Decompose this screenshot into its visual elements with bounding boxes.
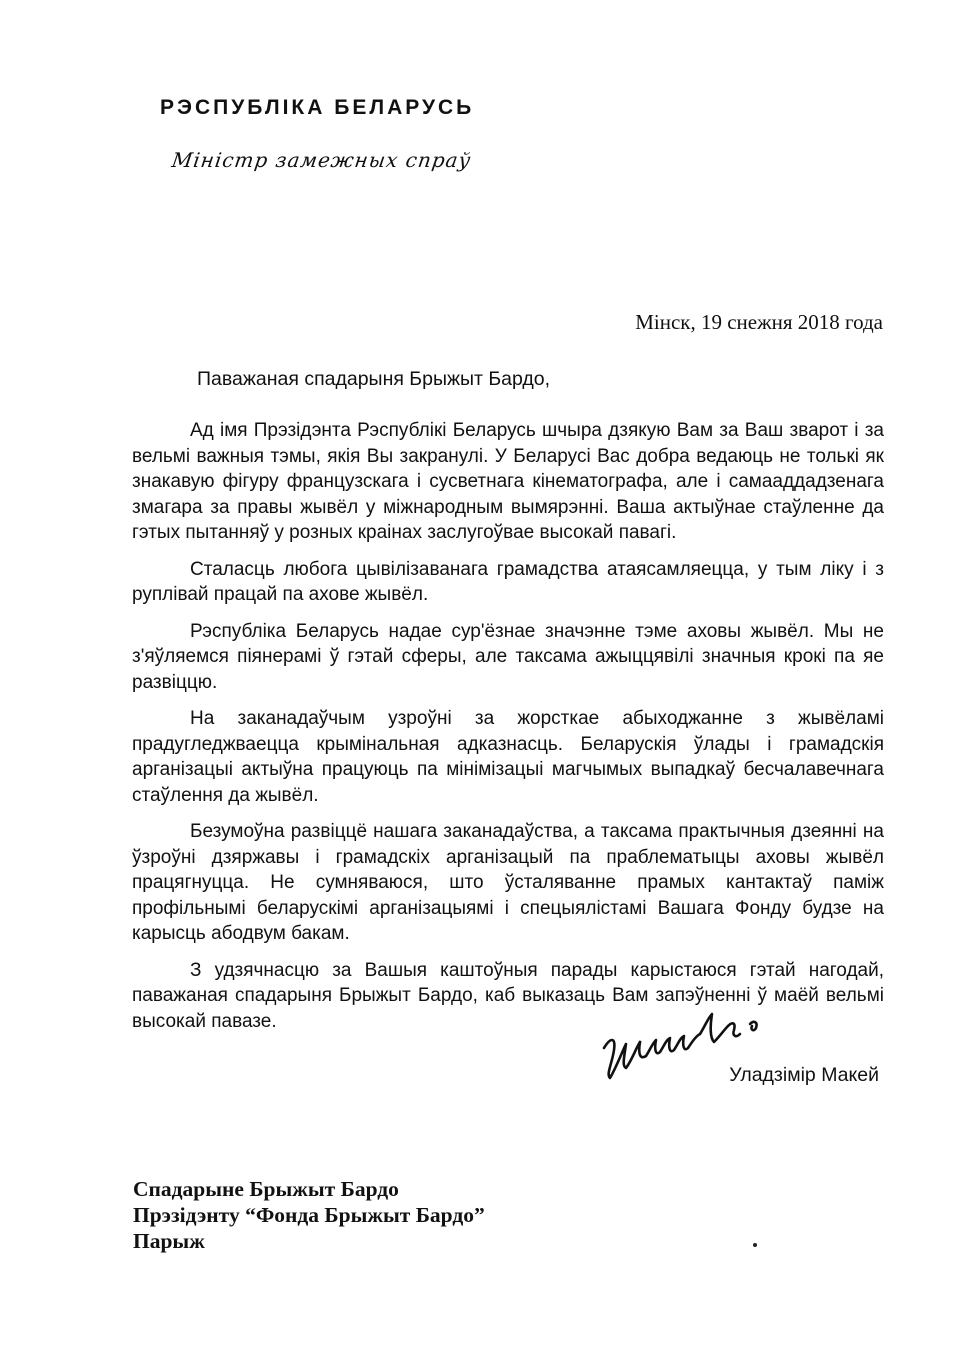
body-paragraph: З удзячнасцю за Вашыя каштоўныя парады карыстаюся гэтай нагодай, паважаная спадарыня Брыжыт Бардо, каб выказаць Вам запэўненні ў маёй вельмі высокай павазе. (132, 959, 884, 1032)
addressee-line: Парыж (133, 1229, 205, 1253)
body-paragraph: Рэспубліка Беларусь надае сур'ёзнае значэнне тэме аховы жывёл. Мы не з'яўляемся піянерамі ў гэтай сферы, але таксама ажыццявілі значныя крокі па яе развіццю. (132, 620, 884, 693)
addressee-line: Спадарыне Брыжыт Бардо (133, 1177, 399, 1201)
letter-body (132, 418, 884, 1045)
addressee-block (133, 1176, 485, 1254)
addressee-line: Прэзідэнту “Фонда Брыжыт Бардо” (133, 1203, 485, 1227)
body-paragraph: Ад імя Прэзідэнта Рэспублікі Беларусь шчыра дзякую Вам за Ваш зварот і за вельмі важныя тэмы, якія Вы закранулі. У Беларусі Вас добра ведаюць не толькі як знакавую фігуру французскага і сусветнага кінематографа, але і самааддадзенага змагара за правы жывёл у міжнародным вымярэнні. Ваша актыўнае стаўленне да гэтых пытанняў у розных краінах заслугоўвае высокай павагі. (132, 420, 884, 543)
stray-dot (753, 1243, 757, 1247)
salutation: Паважаная спадарыня Брыжыт Бардо, (197, 368, 551, 390)
letterhead-subtitle: Міністр замежных спраў (170, 148, 473, 172)
body-paragraph: На заканадаўчым узроўні за жорсткае абыходжанне з жывёламі прадугледжваецца крымінальная адказнасць. Беларускія ўлады і грамадскія арганізацыі актыўна працуюць па мінімізацыі магчымых выпадкаў бесчалавечнага стаўлення да жывёл. (132, 708, 884, 806)
signatory-name: Уладзімір Макей (729, 1064, 879, 1086)
letterhead-title: РЭСПУБЛІКА БЕЛАРУСЬ (160, 96, 475, 119)
body-paragraph: Сталасць любога цывілізаванага грамадства атаясамляецца, у тым ліку і з руплівай працай па ахове жывёл. (132, 558, 884, 605)
place-and-date: Мінск, 19 снежня 2018 года (635, 310, 883, 334)
body-paragraph: Безумоўна развіццё нашага заканадаўства, а таксама практычныя дзеянні на ўзроўні дзяржавы і грамадскіх арганізацый па праблематыцы аховы жывёл працягнуцца. Не сумняваюся, што ўсталяванне прамых кантактаў паміж профільнымі беларускімі арганізацыямі і спецыялістамі Вашага Фонду будзе на карысць абодвум бакам. (132, 821, 884, 944)
